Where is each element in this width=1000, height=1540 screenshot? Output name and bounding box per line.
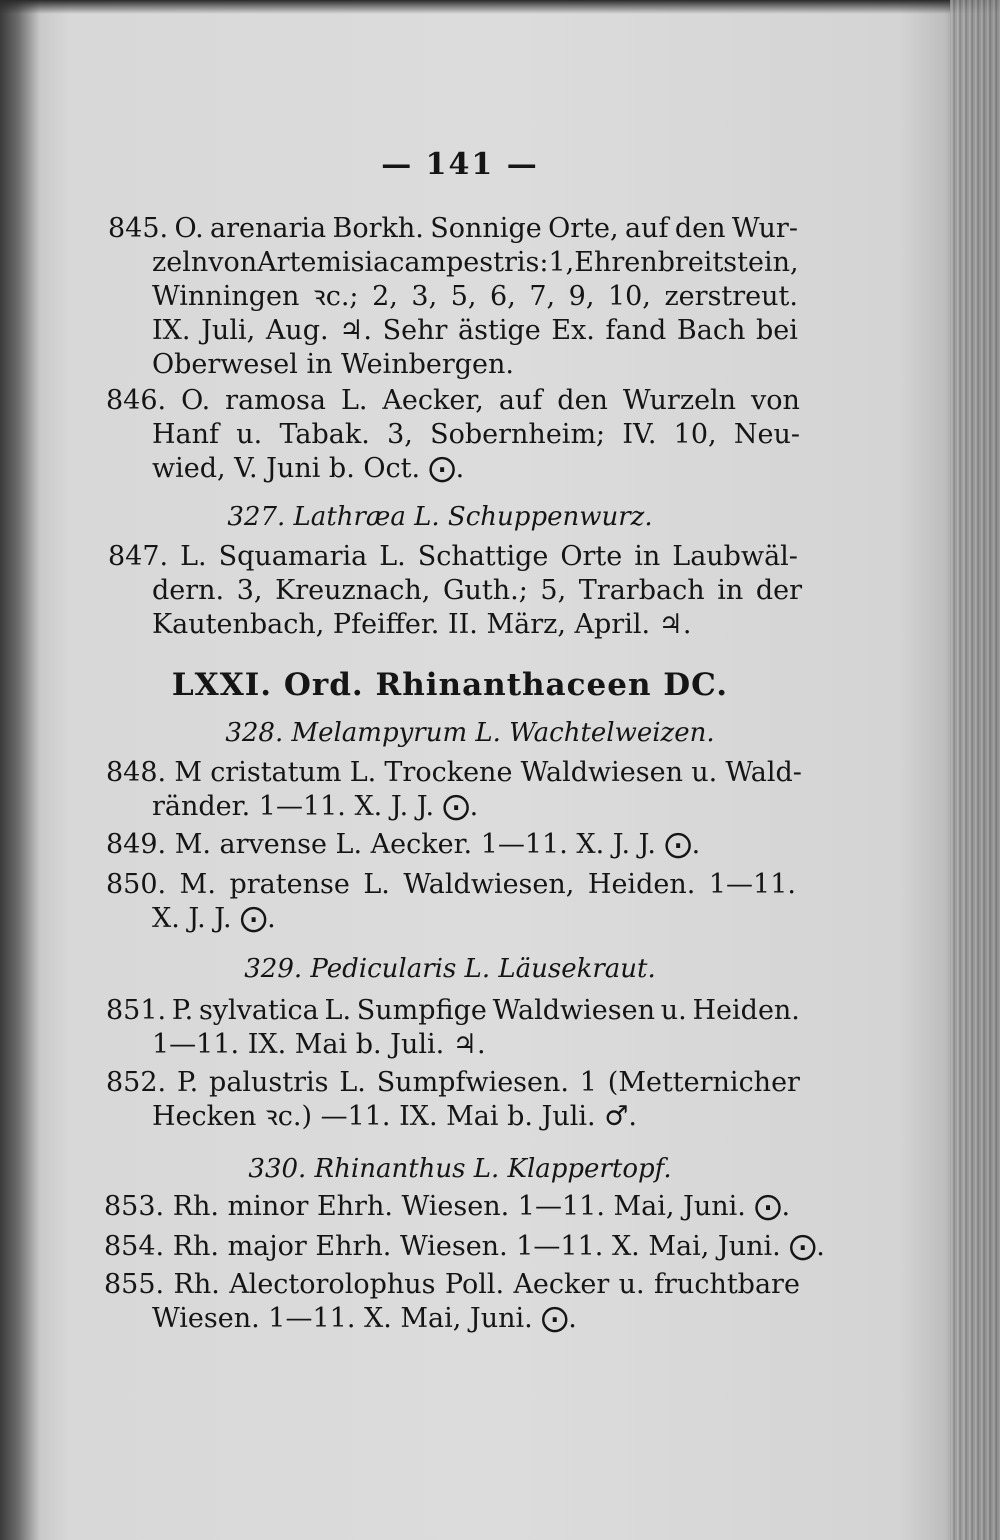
word: 3, [236, 575, 263, 606]
word: L. [180, 541, 207, 572]
text-line: ränder. 1—11. X. J. J. ⨀. [152, 791, 479, 822]
order-heading: LXXI. Ord. Rhinanthaceen DC. [171, 667, 729, 703]
text-line [152, 246, 798, 280]
word: auf [498, 385, 543, 416]
text-line: 1—11. IX. Mai b. Juli. ♃. [152, 1029, 486, 1060]
word: Bach [676, 315, 746, 346]
word: arenaria [210, 213, 327, 244]
word: von [208, 247, 258, 278]
word: 1, [548, 247, 575, 278]
word: pratense [229, 869, 350, 900]
word: sylvatica [198, 995, 319, 1026]
genus-heading: 328. Melampyrum L. Wachtelweizen. [225, 718, 715, 748]
text-line [108, 540, 798, 574]
word: 850. [106, 869, 167, 900]
word: 845. [108, 213, 169, 244]
text-line: X. J. J. ⨀. [152, 903, 276, 934]
word: 855. [104, 1269, 165, 1300]
word: auf [624, 213, 669, 244]
text-line [104, 1268, 800, 1302]
word: Hanf [152, 419, 220, 450]
word: palustris [209, 1067, 329, 1098]
word: Wald- [725, 757, 802, 788]
word: Alectorolophus [229, 1269, 436, 1300]
word: fand [605, 315, 667, 346]
word: Heiden. [692, 995, 800, 1026]
word: u. [236, 419, 263, 450]
text-line [106, 384, 800, 418]
word: IV. [622, 419, 657, 450]
word: 846. [106, 385, 167, 416]
word: Squamaria [218, 541, 368, 572]
word: cristatum [210, 757, 342, 788]
word: 3, [387, 419, 413, 450]
word: Waldwiesen [492, 995, 655, 1026]
word: von [751, 385, 800, 416]
text-line: Oberwesel in Weinbergen. [152, 349, 515, 380]
word: Laubwäl- [672, 541, 798, 572]
word: O. [181, 385, 211, 416]
word: Trarbach [578, 575, 705, 606]
word: 9, [568, 281, 595, 312]
text-line [152, 574, 802, 608]
word: Sonnige [430, 213, 542, 244]
word: zerstreut. [664, 281, 798, 312]
word: Ehrenbreitstein, [574, 247, 799, 278]
word: Waldwiesen, [403, 869, 575, 900]
word: Schattige [417, 541, 549, 572]
text-line [152, 280, 798, 314]
word: L. [363, 869, 390, 900]
word: 848. [106, 757, 167, 788]
word: campestris: [389, 247, 549, 278]
word: Waldwiesen [520, 757, 683, 788]
genus-heading: 329. Pedicularis L. Läusekraut. [244, 954, 656, 984]
word: Wur- [731, 213, 798, 244]
word: Rh. [173, 1269, 220, 1300]
word: Tabak. [279, 419, 370, 450]
text-line [106, 868, 796, 902]
text-line: 849. M. arvense L. Aecker. 1—11. X. J. J. ⨀. [106, 829, 701, 860]
word: ästige [458, 315, 541, 346]
word: dern. [152, 575, 225, 606]
word: Artemisia [257, 247, 390, 278]
word: L. [349, 757, 377, 788]
word: P. [171, 995, 194, 1026]
text-line: 854. Rh. major Ehrh. Wiesen. 1—11. X. Mai, Juni. ⨀. [104, 1231, 825, 1262]
word: M. [179, 869, 216, 900]
genus-heading: 330. Rhinanthus L. Klappertopf. [248, 1154, 672, 1184]
word: Heiden. [587, 869, 696, 900]
text-line: Wiesen. 1—11. X. Mai, Juni. ⨀. [152, 1303, 577, 1334]
word: 1—11. [708, 869, 796, 900]
word: Guth.; [442, 575, 528, 606]
word: 5, [450, 281, 477, 312]
word: 7, [529, 281, 556, 312]
word: Winningen [152, 281, 300, 312]
word: Trockene [384, 757, 513, 788]
word: Sehr [382, 315, 448, 346]
word: L. [379, 541, 406, 572]
word: fruchtbare [654, 1269, 800, 1300]
word: 3, [411, 281, 438, 312]
word: (Metternicher [607, 1067, 800, 1098]
word: Sumpfige [356, 995, 487, 1026]
word: L. [324, 995, 352, 1026]
text-line [106, 756, 802, 790]
word: Aug. [265, 315, 329, 346]
word: Sumpfwiesen. [376, 1067, 569, 1098]
word: 5, [540, 575, 567, 606]
word: Kreuznach, [275, 575, 431, 606]
word: Sobernheim; [430, 419, 606, 450]
word: IX. [152, 315, 191, 346]
text-line [152, 314, 798, 348]
word: 847. [108, 541, 169, 572]
word: Borkh. [332, 213, 424, 244]
word: ♃. [339, 315, 372, 346]
word: 10, [607, 281, 651, 312]
word: Wurzeln [622, 385, 737, 416]
word: in [717, 575, 744, 606]
word: Aecker, [382, 385, 484, 416]
word: Juli, [201, 315, 256, 346]
text-line: Hecken ꝛc.) —11. IX. Mai b. Juli. ♂. [152, 1101, 637, 1132]
text-line [106, 994, 800, 1028]
word: P. [176, 1067, 199, 1098]
text-line [152, 418, 800, 452]
word: der [755, 575, 802, 606]
genus-heading: 327. Lathræa L. Schuppenwurz. [227, 502, 653, 532]
word: den [674, 213, 726, 244]
word: Ex. [551, 315, 595, 346]
word: M [174, 757, 202, 788]
word: in [634, 541, 661, 572]
word: Poll. [444, 1269, 505, 1300]
word: Aecker [513, 1269, 610, 1300]
word: O. [174, 213, 204, 244]
word: u. [660, 995, 687, 1026]
text-line: 853. Rh. minor Ehrh. Wiesen. 1—11. Mai, Juni. ⨀. [104, 1191, 791, 1222]
word: zeln [152, 247, 209, 278]
word: L. [340, 385, 368, 416]
text-line [106, 1066, 800, 1100]
word: 1 [579, 1067, 597, 1098]
text-line [108, 212, 798, 246]
word: 10, [673, 419, 717, 450]
word: L. [339, 1067, 366, 1098]
word: 851. [106, 995, 167, 1026]
word: 852. [106, 1067, 167, 1098]
word: ꝛc.; [312, 281, 359, 312]
text-line: wied, V. Juni b. Oct. ⨀. [152, 453, 465, 484]
text-line: Kautenbach, Pfeiffer. II. März, April. ♃. [152, 609, 692, 640]
word: u. [691, 757, 718, 788]
page-number: — 141 — [381, 147, 539, 182]
word: u. [618, 1269, 645, 1300]
word: bei [755, 315, 798, 346]
word: Orte [560, 541, 623, 572]
word: Neu- [733, 419, 800, 450]
word: 2, [372, 281, 398, 312]
word: ramosa [225, 385, 326, 416]
word: den [557, 385, 608, 416]
word: 6, [490, 281, 516, 312]
word: Orte, [548, 213, 619, 244]
